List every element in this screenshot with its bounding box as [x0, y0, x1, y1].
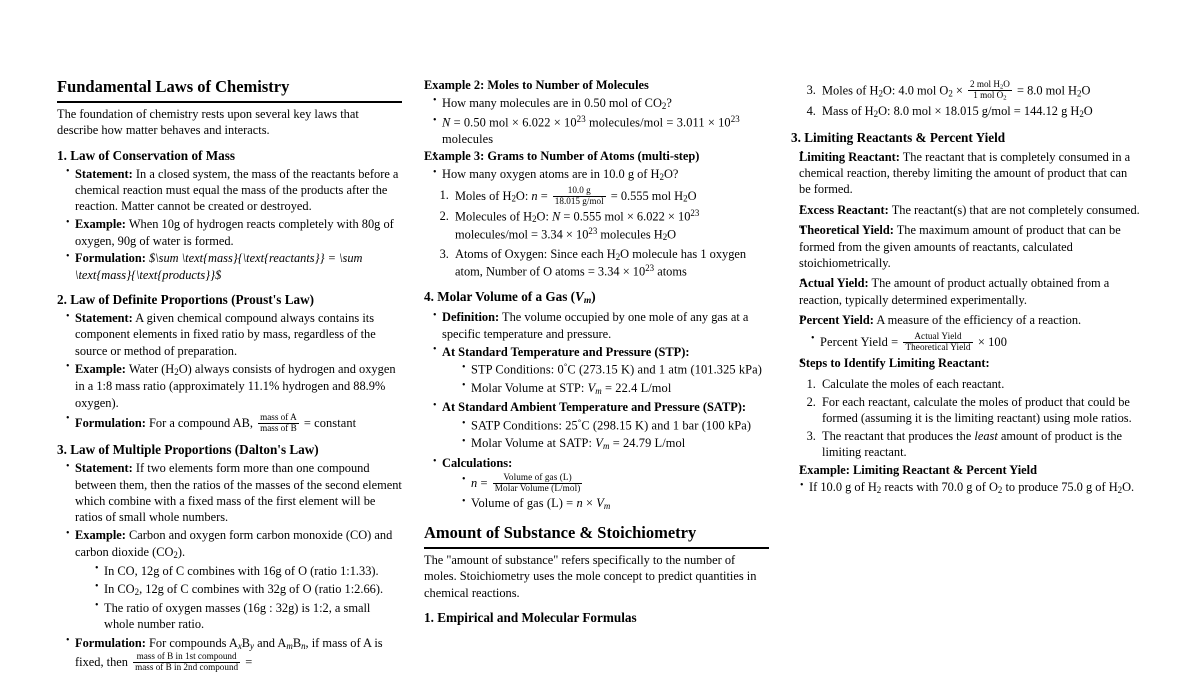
- list-limiting-steps: [791, 376, 1141, 461]
- subscript-2: 2: [173, 549, 178, 560]
- exponent-23: 23: [645, 263, 655, 274]
- satp-label: At Standard Ambient Temperature and Pressure (SATP):: [442, 400, 747, 415]
- list-item: • SATP Conditions: 25°C (298.15 K) and 1 bar (100 kPa): [462, 417, 769, 434]
- formulation-mid: and A: [257, 635, 287, 650]
- mass-ratio-compound-fraction: [133, 652, 240, 673]
- fraction-denominator: mass of B: [260, 422, 297, 433]
- list-steps-continued: [791, 80, 1141, 121]
- list-item: [66, 250, 402, 283]
- subscript-2: 2: [1079, 109, 1084, 120]
- term-text: The reactant(s) that are not completely consumed.: [891, 202, 1140, 217]
- example-text-a: If 10.0 g of H: [809, 480, 877, 495]
- definition-label: Definition:: [442, 310, 500, 325]
- term-theoretical-yield: [799, 222, 1141, 271]
- list-item: [66, 310, 402, 359]
- example-text-b: reacts with 70.0 g of O: [881, 480, 998, 495]
- subscript-2: 2: [683, 193, 688, 204]
- term-label: Excess Reactant:: [799, 202, 889, 217]
- variable-n: n: [531, 188, 538, 203]
- step-text: Calculate the moles of each reactant.: [822, 376, 1005, 391]
- subscript-2: 2: [662, 232, 668, 243]
- fraction-numerator: Volume of gas (L): [503, 472, 572, 483]
- list-item: • In $CO_2$, 12g of C combines with 32g of O (ratio 1:2.66).: [95, 581, 402, 599]
- term-label: Actual Yield:: [799, 276, 869, 291]
- subscript-n: n: [301, 640, 306, 651]
- formulation-label: Formulation:: [75, 251, 146, 266]
- subscript-2: 2: [615, 251, 621, 262]
- list-item: [433, 455, 769, 513]
- fraction-numerator: Actual Yield: [914, 331, 962, 342]
- list-item: • How many molecules are in 0.50 mol of $CO_2$?: [433, 95, 769, 113]
- term-actual-yield: [799, 275, 1141, 308]
- subscript-2: 2: [659, 171, 664, 182]
- list-item: • STP Conditions: 0°C (273.15 K) and 1 atm (101.325 kPa): [462, 361, 769, 378]
- variable-N: N: [552, 209, 561, 224]
- term-excess-reactant: [799, 202, 1141, 218]
- formulation-tail: = constant: [303, 415, 357, 430]
- fraction-denominator: 1 mol $O_2$: [968, 90, 1012, 102]
- variable-N: N: [442, 115, 451, 130]
- heading-steps-limiting-reactant: [799, 355, 1141, 371]
- statement-text: If two elements form more than one compound between them, then the ratios of the masses of the second element which combine with a fixed mass of the first element will be ratios of small whole numbers.: [75, 461, 402, 525]
- variable-n: n: [471, 475, 478, 490]
- heading-example-3: Example 3: Grams to Number of Atoms (multi-step): [424, 149, 700, 164]
- list-item: • n = $\frac{\text{Volume of gas (L)}}{\text{Molar Volume (L/mol)}}$: [462, 473, 769, 494]
- subscript-y: y: [250, 640, 254, 651]
- list-item: [66, 460, 402, 526]
- list-item: [66, 361, 402, 411]
- fraction-numerator: mass of A: [260, 411, 297, 422]
- list-item: • Molar Volume at STP: $V_m = 22.4$ L/mol: [462, 380, 769, 398]
- term-label: Percent Yield:: [799, 313, 874, 328]
- subscript-2: 2: [948, 87, 953, 98]
- moles-fraction: [553, 186, 606, 207]
- list-molar-volume: [424, 309, 769, 513]
- degree-symbol: °: [577, 417, 582, 428]
- list-item: [811, 332, 1141, 353]
- steps-heading-label: Steps to Identify Limiting Reactant:: [799, 356, 990, 371]
- list-item: 3. Atoms of Oxygen: Since each $H_2O$ molecule has 1 oxygen atom, Number of O atoms = $3.34 \times 10^{23}$ atoms: [452, 246, 769, 280]
- subscript-m: m: [286, 640, 293, 651]
- subscript-2: 2: [1117, 485, 1123, 496]
- heading-empirical-molecular-formulas: 1. Empirical and Molecular Formulas: [424, 610, 637, 626]
- subscript-2: 2: [997, 485, 1003, 496]
- subscript-2: 2: [878, 87, 883, 98]
- subscript-2: 2: [661, 100, 667, 111]
- subscript-2: 2: [1076, 87, 1082, 98]
- list-item: 1. Moles of $H_2O$: n = $\frac{10.0 g}{\text{18.015 g/mol}}$ = 0.555 mol $H_2O$: [452, 186, 769, 207]
- term-text: The amount of product actually obtained from a reaction, typically determined experimentally.: [799, 276, 1110, 307]
- subscript-2: 2: [876, 485, 882, 496]
- list-stp: [442, 361, 769, 397]
- example-text: Carbon and oxygen form carbon monoxide (CO) and carbon dioxide (CO: [75, 528, 393, 559]
- subscript-2: 2: [532, 214, 537, 225]
- column-2: [424, 78, 769, 626]
- term-text: The maximum amount of product that can be formed from the given amounts of reactants, calculated stoichiometrically.: [799, 223, 1121, 270]
- calculations-label: Calculations:: [442, 456, 513, 471]
- exponent-23: 23: [588, 226, 598, 236]
- list-law2: [57, 310, 402, 433]
- example-text-d: O.: [1122, 480, 1135, 495]
- list-item: [66, 166, 402, 215]
- formulation-lead: For a compound AB,: [149, 415, 253, 430]
- variable-Vm: $V_m$: [596, 496, 611, 512]
- fraction-denominator: 18.015 g/mol: [554, 195, 604, 206]
- example-text-a: Water (H: [128, 361, 175, 376]
- sub-item-text: In CO, 12g of C combines with 16g of O (ratio 1:1.33).: [104, 563, 379, 578]
- heading-law-definite-proportions: 2. Law of Definite Proportions (Proust's Law): [57, 292, 315, 308]
- formulation-label: Formulation:: [75, 635, 146, 650]
- list-item: 3. The reactant that produces the least amount of product is the limiting reactant.: [819, 428, 1141, 461]
- list-item: 4. Mass of $H_2O$: 8.0 mol × 18.015 g/mol = 144.12 g $H_2O$: [819, 103, 1141, 121]
- list-example-3-steps: [424, 186, 769, 280]
- statement-text: A given chemical compound always contains its component elements in fixed ratio by mass, regardless of the source or method of preparation.: [75, 311, 376, 358]
- heading-limiting-reactants: 3. Limiting Reactants & Percent Yield: [791, 129, 1006, 145]
- statement-label: Statement:: [75, 461, 133, 476]
- formulation-latex: $\sum \text{mass}{\text{reactants}} = \sum \text{mass}{\text{products}}$: [75, 251, 363, 282]
- statement-label: Statement:: [75, 166, 133, 181]
- example-text-b: O) always consists of hydrogen and oxygen in a 1:8 mass ratio (approximately 11.1% hydrogen and 88.9% oxygen).: [75, 361, 396, 410]
- list-item: [95, 563, 402, 579]
- variable-Vm: $V_m$: [595, 436, 610, 452]
- list-item: 3. Moles of $H_2O$: 4.0 mol $O_2$ × $\frac{2 mol H_2O}{1 mol O_2}$ = 8.0 mol $H_2O$: [819, 80, 1141, 102]
- fraction-denominator: Theoretical Yield: [905, 342, 971, 353]
- example-label: Example:: [75, 528, 126, 543]
- example-text-end: ).: [177, 544, 186, 559]
- list-item: [433, 309, 769, 342]
- heading-law-multiple-proportions: 3. Law of Multiple Proportions (Dalton's Law): [57, 442, 319, 458]
- subscript-2: 2: [134, 586, 140, 597]
- list-limiting-example: [791, 479, 1141, 497]
- list-item: [800, 479, 1141, 497]
- list-item: [95, 600, 402, 633]
- list-example-3-question: [424, 166, 769, 184]
- statement-label: Statement:: [75, 311, 133, 326]
- term-text: The reactant that is completely consumed in a chemical reaction, thereby limiting the amount of product that can be formed.: [799, 149, 1131, 197]
- list-percent-yield-formula: [791, 332, 1141, 353]
- list-law3: [57, 460, 402, 673]
- fraction-numerator: 10.0 g: [567, 184, 591, 195]
- list-item: • Volume of gas $(L) = n \times V_m$: [462, 495, 769, 513]
- formulation-lead: For compounds A: [149, 635, 238, 650]
- percent-formula-lead: Percent Yield =: [820, 335, 899, 350]
- fraction-denominator: Molar Volume (L/mol): [494, 482, 581, 493]
- example-text: When 10g of hydrogen reacts completely with 80g of oxygen, 90g of water is formed.: [75, 217, 394, 248]
- column-1: [57, 77, 402, 673]
- three-column-layout: [57, 77, 1140, 673]
- list-item: • How many oxygen atoms are in 10.0 g of $H_2O$?: [433, 166, 769, 184]
- exponent-23: 23: [730, 114, 740, 125]
- term-label: Limiting Reactant:: [799, 149, 900, 164]
- formulation-tail: , if mass of A is fixed, then: [75, 635, 383, 670]
- mole-ratio-fraction: [968, 80, 1012, 102]
- column-3: [791, 78, 1141, 626]
- step-text: For each reactant, calculate the moles of product that could be formed (assuming it is the limiting reactant) using mole ratios.: [822, 394, 1132, 425]
- list-item: • Molar Volume at SATP: $V_m = 24.79$ L/mol: [462, 435, 769, 453]
- emphasis-least: least: [974, 428, 998, 443]
- list-item: [433, 344, 769, 398]
- formula-equals: =: [245, 655, 253, 670]
- list-item: • N = 0.50 mol × $6.022 \times 10^{23}$ molecules/mol = $3.011 \times 10^{23}$ molecules: [433, 114, 769, 147]
- stoichiometry-intro: The "amount of substance" refers specifically to the number of moles. Stoichiometry uses the mole concept to predict quantities in chemical reactions.: [424, 553, 757, 600]
- degree-symbol: °: [563, 361, 568, 372]
- statement-text: In a closed system, the mass of the reactants before a chemical reaction must equal the mass of the products after the reaction. Matter cannot be created or destroyed.: [75, 166, 399, 214]
- list-item: [433, 399, 769, 453]
- term-percent-yield: [799, 312, 1141, 328]
- heading-example-2: Example 2: Moles to Number of Molecules: [424, 78, 649, 92]
- list-law1: [57, 166, 402, 284]
- subscript-x: x: [237, 640, 242, 651]
- list-example-2: [424, 95, 769, 147]
- list-calculations: [442, 473, 769, 513]
- definition-text: The volume occupied by one mole of any gas at a specific temperature and pressure.: [442, 310, 749, 341]
- list-item: • Formulation: For compounds $A_xB_y$ and $A_mB_n$, if mass of A is fixed, then $\frac{\text{mass of B in 1st compound}}{\text{mass of B in 2nd compound}}$ =: [66, 635, 402, 673]
- molar-volume-fraction: [493, 473, 583, 494]
- example-label: Example:: [75, 361, 126, 376]
- example-text-c: to produce 75.0 g of H: [1002, 480, 1118, 495]
- list-law3-sub: [75, 563, 402, 633]
- document-intro: The foundation of chemistry rests upon several key laws that describe how matter behaves and interacts.: [57, 106, 359, 138]
- heading-law-conservation-of-mass: 1. Law of Conservation of Mass: [57, 147, 236, 163]
- list-satp: [442, 417, 769, 453]
- heading-amount-of-substance: Amount of Substance & Stoichiometry: [424, 524, 769, 549]
- mass-ratio-fraction: [258, 413, 299, 434]
- term-label: Theoretical Yield:: [799, 223, 894, 238]
- subscript-2: 2: [873, 109, 879, 120]
- stp-label: At Standard Temperature and Pressure (STP):: [442, 344, 690, 359]
- fraction-numerator: mass of B in 1st compound: [136, 651, 237, 662]
- fraction-denominator: mass of B in 2nd compound: [135, 662, 239, 673]
- term-limiting-reactant: [799, 149, 1141, 198]
- example-label: Example:: [75, 217, 126, 232]
- percent-formula-tail: × 100: [977, 335, 1007, 350]
- list-item: [66, 413, 402, 434]
- list-item: [819, 376, 1141, 392]
- fraction-numerator: 2 mol $H_2O$: [969, 78, 1010, 90]
- formulation-label: Formulation:: [75, 415, 146, 430]
- term-text: A measure of the efficiency of a reaction.: [876, 313, 1082, 328]
- percent-yield-fraction: [903, 332, 972, 353]
- list-item: [66, 216, 402, 249]
- list-item: [66, 527, 402, 632]
- list-item: 2. Molecules of $H_2O$: N = 0.555 mol × $6.022 \times 10^{23}$ molecules/mol = $3.34 \times 10^{23}$ molecules $H_2O$: [452, 208, 769, 244]
- subscript-2: 2: [511, 193, 516, 204]
- page-title: Fundamental Laws of Chemistry: [57, 78, 402, 103]
- variable-Vm: $V_m$: [587, 380, 602, 396]
- subscript-2: 2: [174, 366, 179, 377]
- sub-item-text: The ratio of oxygen masses (16g : 32g) is 1:2, a small whole number ratio.: [104, 600, 371, 632]
- variable-Vm: $V_m$: [575, 288, 592, 306]
- variable-n: n: [576, 496, 583, 511]
- list-item: [819, 394, 1141, 427]
- heading-example-limiting-reactant: Example: Limiting Reactant & Percent Yield: [799, 462, 1038, 477]
- exponent-23: 23: [576, 114, 586, 125]
- heading-molar-volume: 4. Molar Volume of a Gas $(V_m)$: [424, 288, 596, 306]
- exponent-23: 23: [690, 208, 700, 218]
